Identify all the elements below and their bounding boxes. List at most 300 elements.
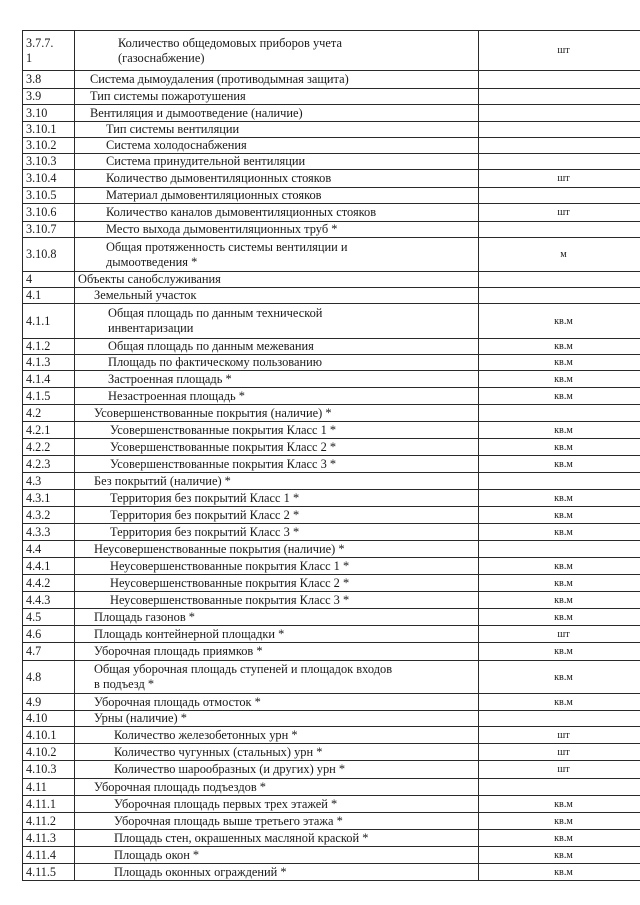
row-number-text: 4.4.1 [26,558,51,573]
row-number-text: 4.1.2 [26,339,51,353]
table-row [23,761,640,779]
row-number-cell [23,592,75,609]
row-number-text: 4.4.3 [26,592,51,607]
row-number-cell [23,439,75,456]
row-number-cell [23,355,75,371]
row-number-text: 4.11 [26,779,47,794]
row-name-text: Общая площадь по данным межевания [108,339,314,353]
row-number-text: 4.11.3 [26,830,57,845]
row-name-cell [75,661,479,694]
row-unit-cell [479,507,640,524]
row-unit-cell [479,744,640,761]
row-number-cell [23,473,75,490]
row-unit-cell [479,154,640,170]
row-name-text: Без покрытий (наличие) * [94,473,231,488]
row-number-text: 3.10.4 [26,171,57,185]
row-number-text: 3.7.7. 1 [26,35,54,65]
row-number-cell [23,711,75,727]
table-row [23,643,640,661]
row-name-cell [75,222,479,238]
row-number-text: 4.1.3 [26,355,51,369]
row-number-text: 4.3.1 [26,490,51,505]
row-name-text: Территория без покрытий Класс 1 * [110,490,300,505]
row-unit-cell [479,847,640,864]
row-number-cell [23,643,75,661]
table-row [23,122,640,138]
row-name-cell [75,626,479,643]
row-number-text: 3.8 [26,72,42,86]
row-unit-text: кв.м [554,696,573,708]
row-number-text: 4.2 [26,405,42,420]
row-name-text: Уборочная площадь отмосток * [94,694,261,709]
row-number-cell [23,204,75,222]
row-name-cell [75,388,479,405]
row-number-text: 4.3.3 [26,524,51,539]
row-name-cell [75,575,479,592]
row-unit-text: кв.м [554,315,573,327]
row-name-text: Усовершенствованные покрытия Класс 1 * [110,422,337,437]
row-number-cell [23,272,75,288]
row-number-cell [23,31,75,71]
row-unit-cell [479,339,640,355]
table-row [23,222,640,238]
row-number-cell [23,490,75,507]
row-number-cell [23,779,75,796]
row-unit-text: кв.м [554,373,573,385]
row-number-text: 4.11.1 [26,796,57,811]
row-number-cell [23,507,75,524]
table-row [23,439,640,456]
row-unit-text: кв.м [554,671,573,683]
table-row [23,339,640,355]
row-number-text: 3.10 [26,105,48,120]
row-name-text: Неусовершенствованные покрытия (наличие) * [94,541,345,556]
row-unit-text: м [560,249,567,260]
row-name-text: Усовершенствованные покрытия (наличие) * [94,405,332,420]
row-unit-text: шт [557,764,570,775]
table-row [23,575,640,592]
row-unit-cell [479,304,640,339]
row-unit-cell [479,122,640,138]
row-number-cell [23,558,75,575]
row-number-cell [23,122,75,138]
row-unit-cell [479,355,640,371]
row-number-text: 4.10.2 [26,744,57,759]
row-name-cell [75,272,479,288]
row-name-text: Уборочная площадь подъездов * [94,779,266,794]
row-number-text: 4.1.5 [26,388,51,403]
row-name-text: Количество шарообразных (и других) урн * [114,762,346,776]
row-number-cell [23,847,75,864]
row-name-text: Тип системы пожаротушения [90,89,246,103]
row-number-text: 4.10 [26,711,48,725]
row-unit-cell [479,439,640,456]
row-unit-cell [479,796,640,813]
row-unit-cell [479,188,640,204]
row-number-cell [23,105,75,122]
row-number-cell [23,170,75,188]
row-name-text: Объекты санобслуживания [78,272,221,286]
row-name-cell [75,524,479,541]
row-unit-text: шт [557,746,570,758]
row-unit-cell [479,288,640,304]
table-row [23,830,640,847]
row-unit-text: кв.м [554,849,573,861]
row-number-cell [23,238,75,272]
row-number-cell [23,864,75,881]
row-name-cell [75,422,479,439]
table-row [23,490,640,507]
row-unit-cell [479,541,640,558]
row-name-text: Вентиляция и дымоотведение (наличие) [90,105,303,120]
row-name-cell [75,558,479,575]
row-unit-cell [479,204,640,222]
row-number-text: 3.10.1 [26,122,57,136]
row-name-cell [75,439,479,456]
table-row [23,694,640,711]
row-number-text: 4.11.2 [26,813,57,828]
row-name-cell [75,339,479,355]
row-unit-text: кв.м [554,357,573,368]
row-number-text: 4.6 [26,626,42,641]
row-number-text: 4.5 [26,609,42,624]
row-unit-cell [479,272,640,288]
row-unit-cell [479,643,640,661]
row-name-cell [75,105,479,122]
row-number-text: 3.10.8 [26,247,57,261]
row-unit-text: кв.м [554,560,573,572]
table-row [23,847,640,864]
row-number-text: 4.1.4 [26,371,51,386]
row-number-text: 3.10.7 [26,222,57,236]
row-unit-cell [479,222,640,238]
row-unit-text: кв.м [554,441,573,453]
row-unit-cell [479,456,640,473]
row-name-cell [75,694,479,711]
table-row [23,154,640,170]
row-unit-cell [479,694,640,711]
table-body [23,31,640,881]
row-name-text: Количество чугунных (стальных) урн * [114,744,323,759]
row-name-text: Усовершенствованные покрытия Класс 3 * [110,456,337,471]
row-name-text: Уборочная площадь первых трех этажей * [114,796,338,811]
row-name-text: Застроенная площадь * [108,371,232,386]
row-unit-text: шт [557,207,570,218]
row-name-text: Количество каналов дымовентиляционных стояков [106,205,377,219]
row-unit-cell [479,105,640,122]
row-name-cell [75,592,479,609]
table-row [23,188,640,204]
table-row [23,744,640,761]
row-name-cell [75,288,479,304]
row-name-cell [75,541,479,558]
row-number-cell [23,222,75,238]
table-row [23,456,640,473]
row-number-cell [23,661,75,694]
row-unit-cell [479,388,640,405]
row-name-cell [75,796,479,813]
row-name-cell [75,154,479,170]
table-row [23,355,640,371]
row-number-text: 4.2.1 [26,422,51,437]
row-name-text: Площадь стен, окрашенных масляной краской * [114,830,369,845]
row-unit-text: кв.м [554,492,573,504]
row-number-text: 4.11.4 [26,847,57,862]
row-name-cell [75,204,479,222]
row-name-cell [75,405,479,422]
row-number-text: 4.4.2 [26,575,51,590]
row-number-cell [23,138,75,154]
row-name-text: Тип системы вентиляции [106,122,240,136]
row-name-text: Общая протяженность системы вентиляции и дымоотведения * [106,239,348,269]
row-unit-cell [479,661,640,694]
row-number-text: 4.10.1 [26,727,57,742]
row-number-cell [23,388,75,405]
row-name-text: Неусовершенствованные покрытия Класс 1 * [110,558,350,573]
row-name-cell [75,779,479,796]
row-name-text: Количество общедомовых приборов учета (газоснабжение) [118,35,342,65]
row-name-cell [75,238,479,272]
row-number-cell [23,694,75,711]
row-unit-cell [479,422,640,439]
row-name-text: Материал дымовентиляционных стояков [106,188,322,202]
row-number-text: 3.9 [26,89,42,103]
table-row [23,507,640,524]
row-number-cell [23,813,75,830]
row-number-cell [23,71,75,89]
row-unit-cell [479,626,640,643]
row-unit-text: кв.м [554,424,573,436]
table-row [23,558,640,575]
row-number-cell [23,830,75,847]
table-row [23,592,640,609]
table-row [23,796,640,813]
row-name-cell [75,744,479,761]
table-row [23,31,640,71]
row-unit-cell [479,813,640,830]
row-name-cell [75,847,479,864]
row-unit-text: кв.м [554,509,573,521]
row-number-text: 3.10.3 [26,154,57,168]
row-unit-cell [479,31,640,71]
row-number-cell [23,541,75,558]
row-name-cell [75,170,479,188]
table-row [23,405,640,422]
table-row [23,71,640,89]
row-unit-cell [479,592,640,609]
row-name-text: Неусовершенствованные покрытия Класс 3 * [110,592,350,607]
row-number-cell [23,422,75,439]
table-row [23,779,640,796]
row-name-text: Уборочная площадь выше третьего этажа * [114,813,343,828]
row-name-text: Территория без покрытий Класс 2 * [110,507,300,522]
row-unit-text: кв.м [554,390,573,402]
row-number-cell [23,761,75,779]
row-name-text: Усовершенствованные покрытия Класс 2 * [110,439,337,454]
row-number-text: 3.10.5 [26,188,57,202]
row-number-cell [23,744,75,761]
table-row [23,170,640,188]
row-unit-cell [479,830,640,847]
row-number-text: 4.10.3 [26,762,57,776]
row-name-cell [75,31,479,71]
row-name-text: Система принудительной вентиляции [106,154,306,168]
row-number-text: 4.2.3 [26,456,51,471]
table-row [23,813,640,830]
row-unit-text: шт [557,173,570,184]
row-unit-text: кв.м [554,458,573,470]
row-unit-cell [479,371,640,388]
row-name-text: Площадь окон * [114,847,200,862]
row-number-cell [23,456,75,473]
row-unit-cell [479,558,640,575]
row-name-cell [75,711,479,727]
row-name-cell [75,473,479,490]
row-unit-cell [479,490,640,507]
row-name-cell [75,507,479,524]
row-number-text: 4 [26,272,33,286]
row-number-text: 4.4 [26,541,42,556]
row-unit-text: кв.м [554,577,573,589]
row-name-cell [75,830,479,847]
row-number-text: 4.11.5 [26,864,57,879]
row-name-cell [75,727,479,744]
row-name-text: Место выхода дымовентиляционных труб * [106,222,338,236]
table-row [23,727,640,744]
table-row [23,711,640,727]
row-unit-text: кв.м [554,611,573,623]
row-name-text: Площадь оконных ограждений * [114,864,287,879]
row-unit-cell [479,238,640,272]
row-number-text: 4.1 [26,288,42,302]
row-name-cell [75,609,479,626]
row-unit-cell [479,779,640,796]
table-row [23,105,640,122]
row-unit-text: кв.м [554,798,573,810]
table-row [23,288,640,304]
table-row [23,661,640,694]
table-row [23,422,640,439]
row-name-cell [75,188,479,204]
row-unit-cell [479,170,640,188]
row-number-cell [23,89,75,105]
row-number-text: 4.1.1 [26,313,51,328]
row-unit-cell [479,473,640,490]
row-number-cell [23,626,75,643]
row-unit-text: шт [557,45,570,56]
table-row [23,473,640,490]
table-row [23,272,640,288]
row-unit-cell [479,138,640,154]
row-number-cell [23,188,75,204]
row-number-text: 4.3 [26,473,42,488]
row-number-cell [23,288,75,304]
table-row [23,371,640,388]
row-name-cell [75,355,479,371]
table-row [23,304,640,339]
row-unit-cell [479,405,640,422]
row-unit-text: кв.м [554,815,573,827]
table-row [23,626,640,643]
row-name-cell [75,761,479,779]
row-unit-cell [479,727,640,744]
row-name-text: Общая площадь по данным технической инвентаризации [108,306,323,335]
row-name-text: Система дымоудаления (противодымная защита) [90,72,349,86]
row-number-text: 4.2.2 [26,439,51,454]
row-unit-text: кв.м [554,832,573,844]
row-number-cell [23,575,75,592]
row-number-cell [23,371,75,388]
row-number-cell [23,796,75,813]
row-unit-text: кв.м [554,526,573,538]
row-unit-text: кв.м [554,341,573,352]
row-name-cell [75,643,479,661]
row-unit-cell [479,524,640,541]
table-row [23,388,640,405]
table-row [23,138,640,154]
row-unit-text: кв.м [554,866,573,878]
row-name-cell [75,864,479,881]
row-number-cell [23,339,75,355]
row-unit-cell [479,575,640,592]
row-name-text: Площадь газонов * [94,609,195,624]
row-name-text: Территория без покрытий Класс 3 * [110,524,300,539]
row-unit-text: кв.м [554,646,573,657]
row-unit-text: шт [557,729,570,741]
row-number-text: 4.7 [26,644,42,658]
row-name-text: Незастроенная площадь * [108,388,245,403]
row-name-cell [75,304,479,339]
row-unit-cell [479,761,640,779]
row-number-text: 3.10.6 [26,205,57,219]
table-row [23,864,640,881]
row-number-cell [23,727,75,744]
row-name-text: Площадь по фактическому пользованию [108,355,323,369]
row-unit-text: шт [557,628,570,640]
row-name-cell [75,89,479,105]
row-unit-cell [479,609,640,626]
row-name-text: Земельный участок [94,288,197,302]
table-row [23,524,640,541]
row-number-text: 4.3.2 [26,507,51,522]
row-name-text: Общая уборочная площадь ступеней и площадок входов в подъезд * [94,662,393,691]
row-number-text: 3.10.2 [26,138,57,152]
document-table [22,30,640,881]
row-name-cell [75,71,479,89]
row-name-cell [75,490,479,507]
row-number-text: 4.9 [26,694,42,709]
row-name-cell [75,138,479,154]
row-number-cell [23,609,75,626]
row-unit-cell [479,71,640,89]
row-name-text: Количество железобетонных урн * [114,727,298,742]
row-name-text: Система холодоснабжения [106,138,247,152]
row-name-text: Количество дымовентиляционных стояков [106,171,332,185]
row-name-cell [75,122,479,138]
row-number-cell [23,405,75,422]
table-row [23,609,640,626]
row-name-text: Неусовершенствованные покрытия Класс 2 * [110,575,350,590]
row-number-cell [23,524,75,541]
table-row [23,541,640,558]
row-number-cell [23,304,75,339]
table-row [23,238,640,272]
row-unit-cell [479,89,640,105]
row-name-text: Площадь контейнерной площадки * [94,626,285,641]
row-name-text: Урны (наличие) * [94,711,187,725]
row-name-cell [75,813,479,830]
row-unit-cell [479,711,640,727]
